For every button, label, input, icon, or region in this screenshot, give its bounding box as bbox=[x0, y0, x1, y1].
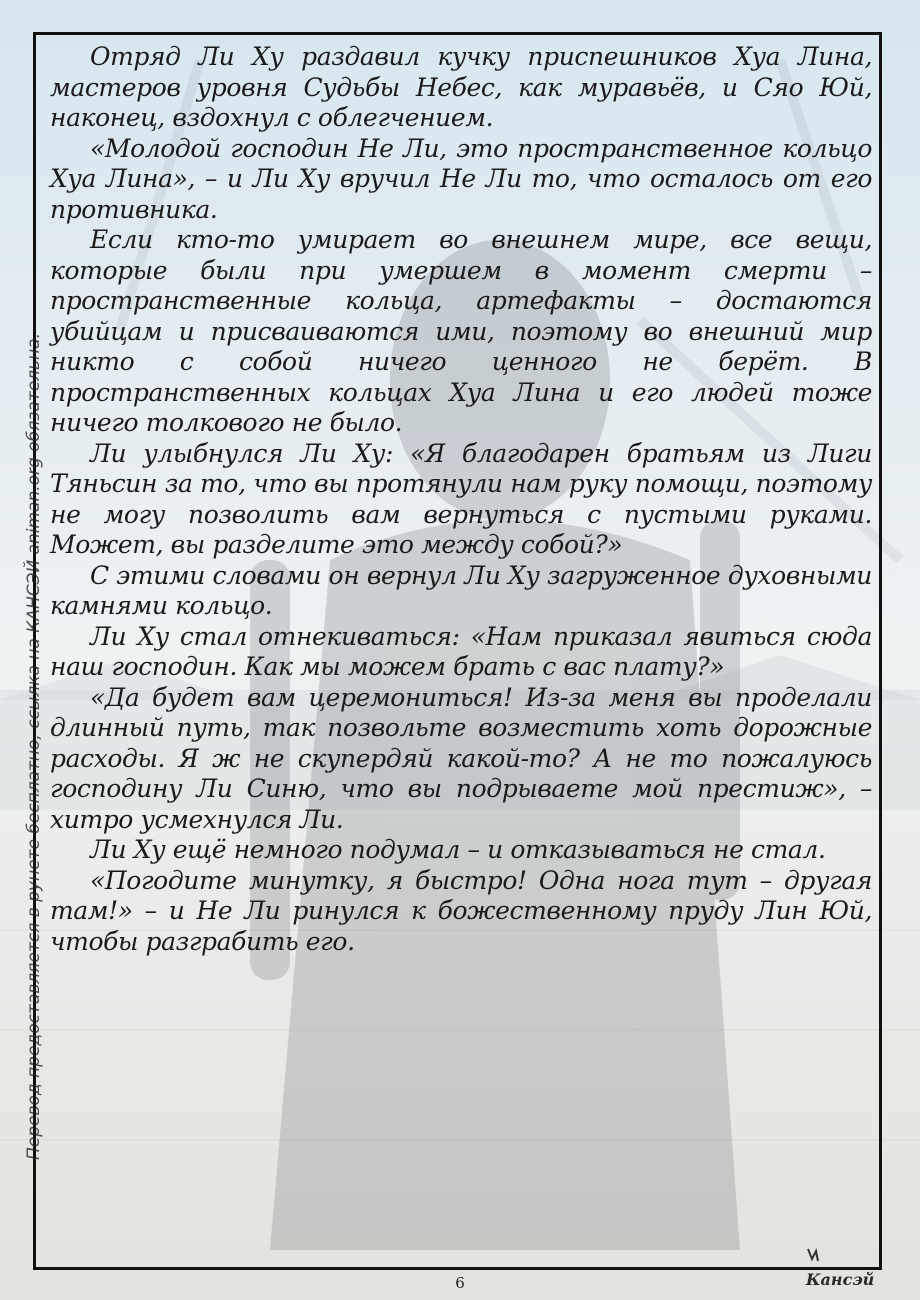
paragraph-6: Ли Ху стал отнекиваться: «Нам приказал явиться сюда наш господин. Как мы можем брать с вас плату?» bbox=[50, 621, 872, 681]
paragraph-7: «Да будет вам церемониться! Из-за меня вы проделали длинный путь, так позвольте возместить хоть дорожные расходы. Я ж не скупердяй какой-то? А не то пожалуюсь господину Ли Синю, что вы подрываете мой престиж», – хитро усмехнулся Ли. bbox=[50, 682, 872, 834]
paragraph-3: Если кто-то умирает во внешнем мире, все вещи, которые были при умершем в момент смерти – пространственные кольца, артефакты – достаются убийцам и присваиваются ими, поэтому во внешний мир никто с собой ничего ценного не берёт. В пространственных кольцах Хуа Лина и его людей тоже ничего толкового не было. bbox=[50, 225, 872, 437]
paragraph-9: «Погодите минутку, я быстро! Одна нога тут – другая там!» – и Не Ли ринулся к божественному пруду Лин Юй, чтобы разграбить его. bbox=[50, 865, 872, 956]
paragraph-2: «Молодой господин Не Ли, это пространственное кольцо Хуа Лина», – и Ли Ху вручил Не Ли то, что осталось от его противника. bbox=[50, 133, 872, 224]
page-number: 6 bbox=[455, 1274, 465, 1292]
paragraph-5: С этими словами он вернул Ли Ху загруженное духовными камнями кольцо. bbox=[50, 560, 872, 620]
kansei-logo bbox=[800, 1245, 875, 1293]
svg-text:Кансэй: Кансэй bbox=[806, 1270, 875, 1289]
paragraph-4: Ли улыбнулся Ли Ху: «Я благодарен братьям из Лиги Тяньсин за то, что вы протянули нам руку помощи, поэтому не могу позволить вам вернуться с пустыми руками. Может, вы разделите это между собой?» bbox=[50, 438, 872, 559]
paragraph-1: Отряд Ли Ху раздавил кучку приспешников Хуа Лина, мастеров уровня Судьбы Небес, как муравьёв, и Сяо Юй, наконец, вздохнул с облегчением. bbox=[50, 42, 872, 132]
paragraph-8: Ли Ху ещё немного подумал – и отказываться не стал. bbox=[90, 835, 826, 864]
translation-credit-note: Перевод предоставляется в рунете бесплатно, ссылка на КАНСЭЙ animan.org обязательна. bbox=[24, 333, 44, 1160]
story-text bbox=[50, 42, 872, 957]
